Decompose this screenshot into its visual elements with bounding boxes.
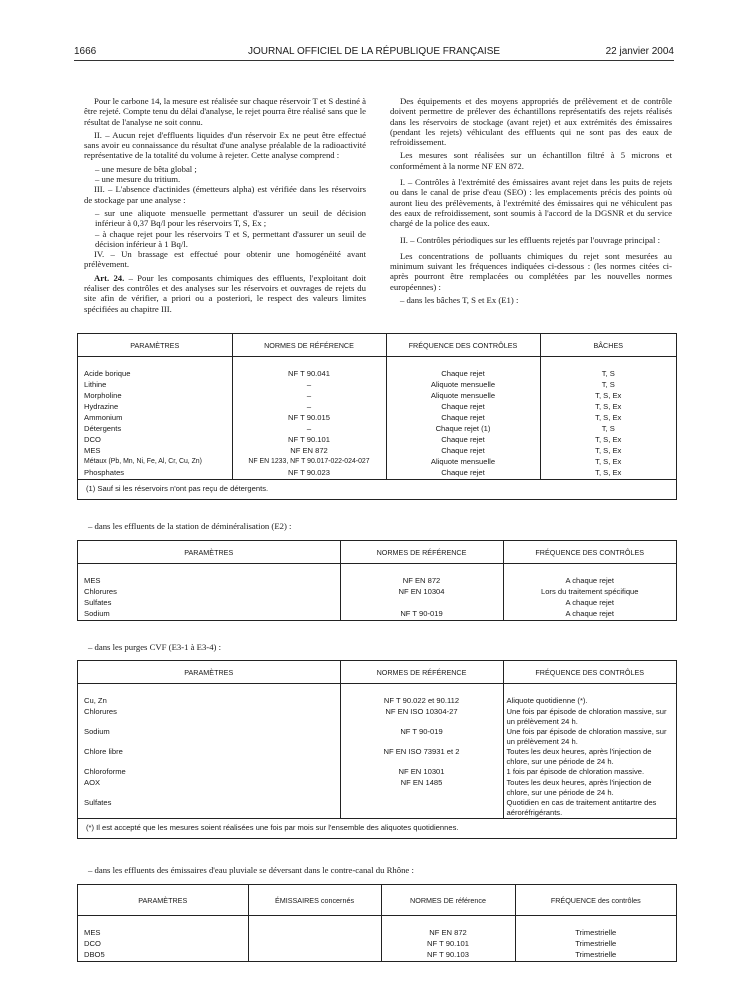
issue-date: 22 janvier 2004 [605, 46, 674, 57]
table-footnote: (1) Sauf si les réservoirs n'ont pas reçu de détergents. [78, 479, 676, 499]
table-e2 [77, 540, 677, 621]
bullet-item: – sur une aliquote mensuelle permettant d'assurer un seuil de décision inférieur à 0,37 Bq/l pour les réservoirs T, S, Ex ; [95, 207, 366, 229]
table-row: Acide borique NF T 90.041 Chaque rejet T, S [78, 369, 676, 380]
table-row: MES NF EN 872 Trimestrielle [78, 928, 676, 939]
column-header: BÂCHES [540, 334, 676, 357]
article-24-paragraph [84, 273, 366, 314]
table-row: MES NF EN 872 A chaque rejet [78, 576, 676, 587]
paragraph: II. – Aucun rejet d'effluents liquides d'un réservoir Ex ne peut être effectué sans avoir eu connaissance du résultat d'une analyse préalable de la radioactivité représentative de la totalité du volume à rejeter. Cette analyse comprend : [84, 129, 366, 161]
paragraph: – dans les bâches T, S et Ex (E1) : [400, 295, 519, 306]
table-row: Lithine – Aliquote mensuelle T, S [78, 380, 676, 391]
table-row: MES NF EN 872 Chaque rejet T, S, Ex [78, 446, 676, 457]
page-number: 1666 [74, 46, 97, 57]
table-row: Métaux (Pb, Mn, Ni, Fe, Al, Cr, Cu, Zn) NF EN 1233, NF T 90.017-022-024-027 Aliquote mensuelle T, S, Ex [78, 457, 676, 468]
left-column [84, 96, 366, 317]
table-row: Sodium NF T 90-019 Une fois par épisode de chloration massive, sur un prélèvement 24 h. [78, 727, 676, 747]
table-row: Phosphates NF T 90.023 Chaque rejet T, S, Ex [78, 468, 676, 479]
table-row: Détergents – Chaque rejet (1) T, S [78, 424, 676, 435]
column-header: PARAMÈTRES [78, 661, 340, 684]
section-lead: – dans les effluents des émissaires d'eau pluviale se déversant dans le contre-canal du Rhône : [88, 865, 414, 875]
paragraph: I. – Contrôles à l'extrémité des émissaires avant rejet dans les puits de rejets ou dans le canal de prise d'eau (SEO) : les emplacements précis des points où auront lieu des prélèvements, à l'extrémité des émissaires qui ne véhiculent pas des eaux de refroidissement, sont soumis à l'accord de la DGSNR et du service chargé de la police des eaux. [390, 177, 672, 229]
bullet-item: – à chaque rejet pour les réservoirs T et S, permettant d'assurer un seuil de décision inférieur à 1 Bq/l. [95, 228, 366, 249]
column-header: FRÉQUENCE des contrôles [515, 885, 676, 916]
bullet-item: – une mesure de bêta global ; [95, 163, 197, 174]
paragraph: III. – L'absence d'actinides (émetteurs alpha) est vérifiée dans les réservoirs de stockage par une analyse : [84, 184, 366, 205]
table-row: Ammonium NF T 90.015 Chaque rejet T, S, Ex [78, 413, 676, 424]
table-e3 [77, 660, 677, 839]
paragraph: Les concentrations de polluants chimiques du rejet sont mesurées au minimum suivant les fréquences indiquées ci-dessous : (les normes citées ci-après pourront être remplacées ou complétées par les nouvelles normes européennes) : [390, 250, 672, 292]
paragraph: Des équipements et des moyens appropriés de prélèvement et de contrôle doivent permettre de prélever des échantillons représentatifs des rejets réalisés dans les réservoirs de stockage (avant rejet) et aux extrémités des émissaires (pendant les rejets) véhiculant des effluents qui ne sont pas des eaux de refroidissement. [390, 96, 672, 148]
column-header: FRÉQUENCE DES CONTRÔLES [503, 661, 676, 684]
column-header: FRÉQUENCE DES CONTRÔLES [503, 541, 676, 564]
table-e1 [77, 333, 677, 500]
table-row: Morpholine – Aliquote mensuelle T, S, Ex [78, 391, 676, 402]
column-header: PARAMÈTRES [78, 885, 248, 916]
bullet-item: – une mesure du tritium. [95, 174, 181, 185]
table-row: Chloroforme NF EN 10301 1 fois par épisode de chloration massive. [78, 767, 676, 778]
article-text: – Pour les composants chimiques des effluents, l'exploitant doit réaliser des contrôles et des analyses sur les réservoirs et ouvrages de rejets du site afin de vérifier, a priori ou a posteriori, le respect des valeurs limites spécifiées au chapitre III. [84, 272, 366, 314]
running-header [74, 46, 674, 61]
table-e4 [77, 884, 677, 962]
table-row: Sulfates A chaque rejet [78, 598, 676, 609]
table-row: Hydrazine – Chaque rejet T, S, Ex [78, 402, 676, 413]
section-lead: – dans les purges CVF (E3-1 à E3-4) : [88, 642, 222, 652]
paragraph: Pour le carbone 14, la mesure est réalisée sur chaque réservoir T et S destiné à être rejeté. Compte tenu du délai d'analyse, le rejet pourra être réalisé sans que le résultat de l'analyse ne soit connu. [84, 96, 366, 127]
column-header: NORMES DE RÉFÉRENCE [340, 661, 503, 684]
table-row: Chlorures NF EN 10304 Lors du traitement spécifique [78, 587, 676, 598]
table-row: Sulfates Quotidien en cas de traitement antitartre des aéroréfrigérants. [78, 798, 676, 818]
table-row: Chlorures NF EN ISO 10304-27 Une fois par épisode de chloration massive, sur un prélèvement 24 h. [78, 707, 676, 727]
table-row: Sodium NF T 90-019 A chaque rejet [78, 609, 676, 620]
right-column [390, 96, 672, 308]
column-header: FRÉQUENCE DES CONTRÔLES [386, 334, 540, 357]
table-row: Cu, Zn NF T 90.022 et 90.112 Aliquote quotidienne (*). [78, 696, 676, 707]
table-row: DBO5 NF T 90.103 Trimestrielle [78, 950, 676, 961]
column-header: PARAMÈTRES [78, 334, 232, 357]
table-footnote: (*) Il est accepté que les mesures soient réalisées une fois par mois sur l'ensemble des aliquotes quotidiennes. [78, 818, 676, 838]
article-label: Art. 24. [94, 272, 125, 283]
table-row: Chlore libre NF EN ISO 73931 et 2 Toutes les deux heures, après l'injection de chlore, sur une période de 24 h. [78, 747, 676, 767]
section-lead: – dans les effluents de la station de déminéralisation (E2) : [88, 521, 292, 531]
column-header: NORMES DE référence [381, 885, 515, 916]
paragraph: Les mesures sont réalisées sur un échantillon filtré à 5 microns et conformément à la norme NF EN 872. [390, 150, 672, 171]
table-row: DCO NF T 90.101 Trimestrielle [78, 939, 676, 950]
column-header: NORMES DE RÉFÉRENCE [232, 334, 386, 357]
column-header: ÉMISSAIRES concernés [248, 885, 381, 916]
paragraph: II. – Contrôles périodiques sur les effluents rejetés par l'ouvrage principal : [400, 234, 661, 245]
paragraph: IV. – Un brassage est effectué pour obtenir une homogénéité avant prélèvement. [84, 249, 366, 270]
table-row: AOX NF EN 1485 Toutes les deux heures, après l'injection de chlore, sur une période de 24 h. [78, 778, 676, 798]
table-row: DCO NF T 90.101 Chaque rejet T, S, Ex [78, 435, 676, 446]
column-header: PARAMÈTRES [78, 541, 340, 564]
journal-title: JOURNAL OFFICIEL DE LA RÉPUBLIQUE FRANÇAISE [247, 46, 501, 57]
column-header: NORMES DE RÉFÉRENCE [340, 541, 503, 564]
